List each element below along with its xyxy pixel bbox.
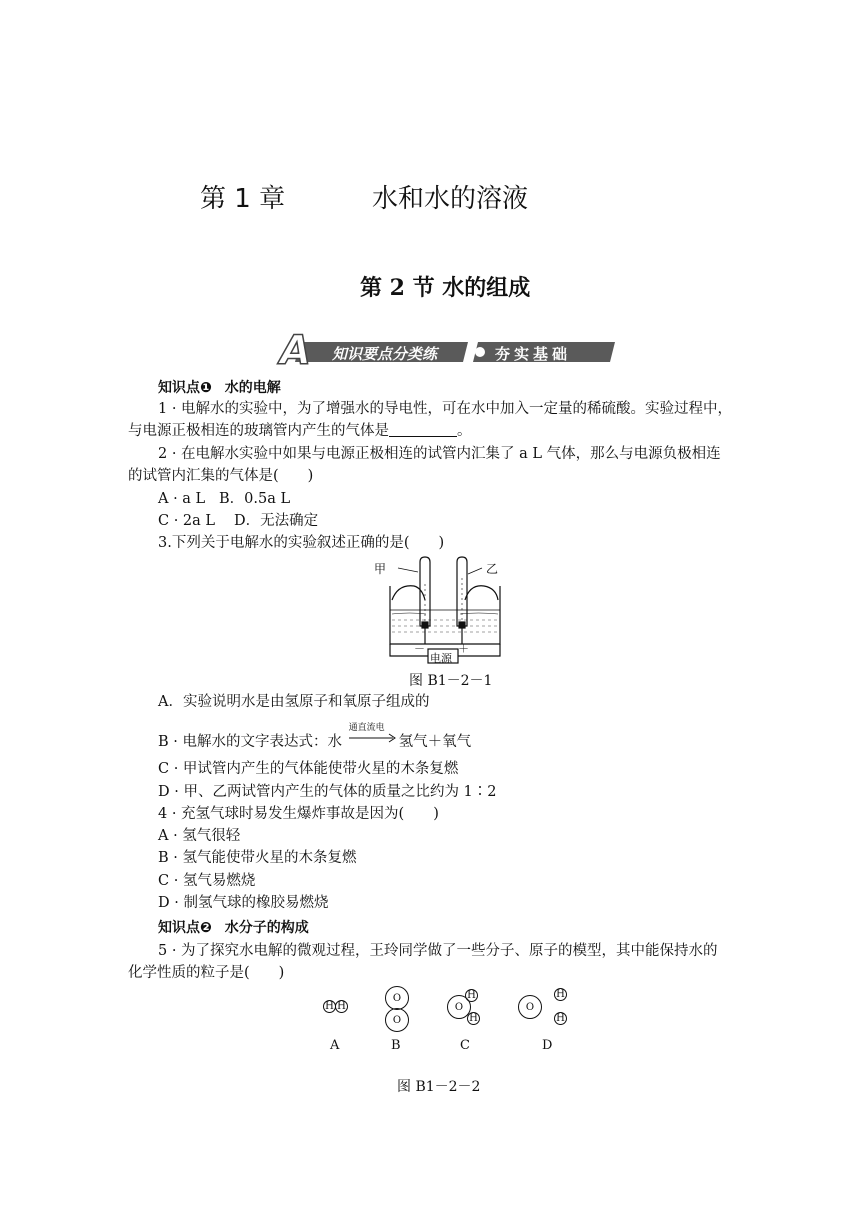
banner-letter: A: [280, 328, 311, 374]
power-source-label: 电源: [430, 652, 452, 665]
banner-subtitle: 夯实基础: [495, 345, 572, 363]
option-c-h-atom-1: H: [465, 989, 478, 1002]
option-a-h-atom-1: H: [323, 1000, 336, 1013]
model-label-a: A: [330, 1038, 340, 1053]
q3-option-c: C · 甲试管内产生的气体能使带火星的木条复燃: [158, 761, 459, 777]
q2-line2: 的试管内汇集的气体是( ): [128, 468, 314, 484]
figure2-caption: 图 B1－2－2: [397, 1079, 481, 1095]
q2-option-b: B．0.5a L: [219, 491, 291, 507]
chapter-number: 第 1 章: [200, 184, 286, 214]
q1-line2: 与电源正极相连的玻璃管内产生的气体是 。: [128, 423, 472, 439]
q5-line1: 5 · 为了探究水电解的微观过程，王玲同学做了一些分子、原子的模型，其中能保持水的: [158, 943, 718, 959]
q3-option-b: B · 电解水的文字表达式：水 通直流电 氢气＋氧气: [158, 728, 471, 752]
chapter-title: 水和水的溶液: [372, 184, 529, 214]
option-d-h-atom-1: H: [554, 988, 567, 1001]
minus-sign: －: [414, 642, 425, 655]
reaction-condition: 通直流电: [348, 723, 385, 733]
q5-line2: 化学性质的粒子是( ): [128, 965, 285, 981]
model-label-c: C: [460, 1038, 470, 1053]
plus-sign: ＋: [458, 642, 469, 655]
q2-line1: 2 · 在电解水实验中如果与电源正极相连的试管内汇集了 a L 气体，那么与电源负极相连: [158, 446, 721, 462]
option-a-h-atom-2: H: [335, 1000, 348, 1013]
q1-line1: 1 · 电解水的实验中，为了增强水的导电性，可在水中加入一定量的稀硫酸。实验过程中，: [158, 401, 733, 417]
q3-option-d: D · 甲、乙两试管内产生的气体的质量之比约为 1∶2: [158, 784, 497, 800]
q4-stem: 4 · 充氢气球时易发生爆炸事故是因为( ): [158, 806, 439, 822]
kp2-title: 水分子的构成: [224, 920, 309, 936]
option-b-o-atom-2: O: [385, 1008, 409, 1032]
model-label-d: D: [542, 1038, 553, 1053]
option-d-h-atom-2: H: [554, 1012, 567, 1025]
section-banner: [280, 328, 615, 374]
option-c-o-atom: O: [447, 995, 471, 1019]
answer-blank: [389, 422, 457, 437]
q3-option-a: A．实验说明水是由氢原子和氧原子组成的: [158, 694, 430, 710]
electrolysis-figure: [370, 556, 510, 666]
q4-option-c: C · 氢气易燃烧: [158, 873, 256, 889]
option-c-h-atom-2: H: [467, 1012, 480, 1025]
model-label-b: B: [391, 1038, 401, 1053]
figure1-caption: 图 B1－2－1: [409, 673, 493, 689]
kp1-title: 水的电解: [224, 380, 281, 396]
kp1-label: 知识点❶: [158, 380, 212, 396]
q4-option-d: D · 制氢气球的橡胶易燃烧: [158, 895, 329, 911]
q3-stem: 3.下列关于电解水的实验叙述正确的是( ): [158, 535, 445, 551]
q2-option-c: C · 2a L: [158, 513, 216, 529]
option-b-o-atom-1: O: [385, 986, 409, 1010]
q4-option-b: B · 氢气能使带火星的木条复燃: [158, 850, 357, 866]
section-title: 第 2 节 水的组成: [360, 275, 531, 301]
kp2-label: 知识点❷: [158, 920, 212, 936]
q2-option-a: A · a L: [158, 491, 206, 507]
banner-title: 知识要点分类练: [332, 345, 438, 363]
q2-option-d: D．无法确定: [234, 513, 319, 529]
tube-label-right: 乙: [486, 562, 499, 576]
option-d-o-atom: O: [518, 995, 542, 1019]
q4-option-a: A · 氢气很轻: [158, 828, 241, 844]
tube-label-left: 甲: [374, 562, 387, 576]
